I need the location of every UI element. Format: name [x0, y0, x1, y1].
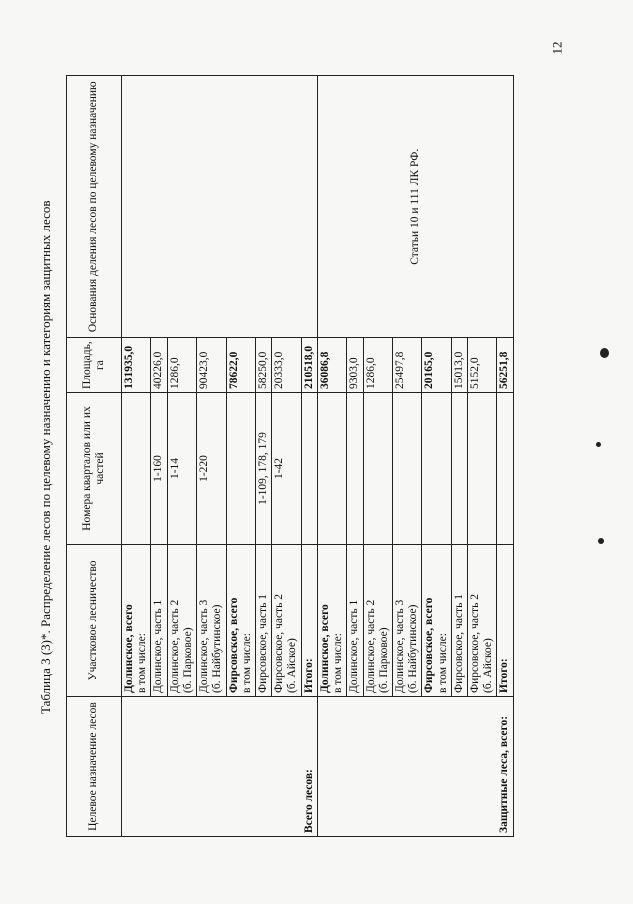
district-note: (б. Айское): [286, 638, 299, 693]
district-cell: [255, 545, 271, 697]
table-title: Таблица 3 (3)*. Распределение лесов по целевому назначению и категориям защитных лесов: [38, 200, 53, 714]
table-row: [317, 76, 346, 837]
district-cell: [317, 545, 346, 697]
area-cell: 90423,0: [197, 338, 226, 393]
table-body: [122, 76, 514, 837]
district-note: в том числе:: [240, 633, 253, 693]
district-name: Долинское, часть 2: [168, 599, 181, 693]
header-area: Площадь, га: [67, 338, 122, 393]
district-name: Долинское, всего: [318, 604, 331, 693]
district-cell: [151, 545, 167, 697]
page-number: 12: [549, 41, 565, 55]
quarters-cell: 1-160: [151, 393, 167, 545]
area-cell: 56251,8: [497, 338, 513, 393]
district-name: Итого:: [302, 658, 315, 693]
header-row: [67, 76, 122, 837]
district-cell: [497, 545, 513, 697]
district-name: Долинское, часть 1: [348, 599, 361, 693]
quarters-cell: [347, 393, 363, 545]
quarters-cell: [363, 393, 392, 545]
group-label: Защитные леса, всего:: [317, 697, 513, 837]
district-cell: [422, 545, 451, 697]
district-name: Итого:: [498, 658, 511, 693]
quarters-cell: 1-14: [167, 393, 196, 545]
district-cell: [301, 545, 317, 697]
header-basis: Основания деления лесов по целевому назначению: [67, 76, 122, 338]
district-name: Долинское, всего: [123, 604, 135, 693]
district-name: Фирсовское, часть 2: [273, 594, 286, 693]
header-quarters: Номера кварталов или их частей: [67, 393, 122, 545]
district-name: Фирсовское, часть 2: [469, 594, 482, 693]
district-cell: [167, 545, 196, 697]
area-cell: 20333,0: [272, 338, 301, 393]
district-note: (б. Найбутинское): [211, 604, 224, 693]
district-cell: [226, 545, 255, 697]
district-note: в том числе:: [332, 633, 345, 693]
area-cell: 1286,0: [167, 338, 196, 393]
basis-cell: [122, 76, 318, 338]
district-name: Долинское, часть 3: [393, 599, 406, 693]
quarters-cell: [451, 393, 467, 545]
district-note: (б. Парковое): [181, 627, 194, 693]
district-name: Долинское, часть 1: [152, 599, 165, 693]
district-cell: [122, 545, 151, 697]
header-purpose: Целевое назначение лесов: [67, 697, 122, 837]
district-cell: [468, 545, 497, 697]
district-cell: [363, 545, 392, 697]
header-district: Участковое лесничество: [67, 545, 122, 697]
area-cell: 9303,0: [347, 338, 363, 393]
basis-cell: Статьи 10 и 111 ЛК РФ.: [317, 76, 513, 338]
forest-distribution-table: [66, 75, 514, 837]
quarters-cell: [317, 393, 346, 545]
district-name: Долинское, часть 2: [364, 599, 377, 693]
area-cell: 36086,8: [317, 338, 346, 393]
district-note: (б. Найбутинское): [407, 604, 420, 693]
quarters-cell: [226, 393, 255, 545]
area-cell: 1286,0: [363, 338, 392, 393]
district-note: (б. Айское): [482, 638, 495, 693]
area-cell: 25497,8: [392, 338, 421, 393]
district-name: Фирсовское, часть 1: [256, 594, 269, 693]
district-name: Фирсовское, всего: [423, 597, 436, 693]
district-name: Фирсовское, всего: [227, 597, 240, 693]
quarters-cell: [392, 393, 421, 545]
area-cell: 40226,0: [151, 338, 167, 393]
district-cell: [451, 545, 467, 697]
district-note: (б. Парковое): [377, 627, 390, 693]
area-cell: 78622,0: [226, 338, 255, 393]
quarters-cell: [468, 393, 497, 545]
district-note: в том числе:: [436, 633, 449, 693]
district-cell: [272, 545, 301, 697]
quarters-cell: [422, 393, 451, 545]
table-row: [122, 76, 151, 837]
quarters-cell: [497, 393, 513, 545]
district-cell: [197, 545, 226, 697]
quarters-cell: [122, 393, 151, 545]
quarters-cell: 1-109, 178, 179: [255, 393, 271, 545]
area-cell: 15013,0: [451, 338, 467, 393]
quarters-cell: 1-42: [272, 393, 301, 545]
area-cell: 210518,0: [301, 338, 317, 393]
area-cell: 58250,0: [255, 338, 271, 393]
area-cell: 20165,0: [422, 338, 451, 393]
area-cell: 5152,0: [468, 338, 497, 393]
district-name: Долинское, часть 3: [198, 599, 211, 693]
district-name: Фирсовское, часть 1: [452, 594, 465, 693]
district-note: в том числе:: [136, 633, 149, 693]
district-cell: [347, 545, 363, 697]
district-cell: [392, 545, 421, 697]
group-label: Всего лесов:: [122, 697, 318, 837]
quarters-cell: [301, 393, 317, 545]
area-cell: 131935,0: [122, 338, 151, 393]
quarters-cell: 1-220: [197, 393, 226, 545]
